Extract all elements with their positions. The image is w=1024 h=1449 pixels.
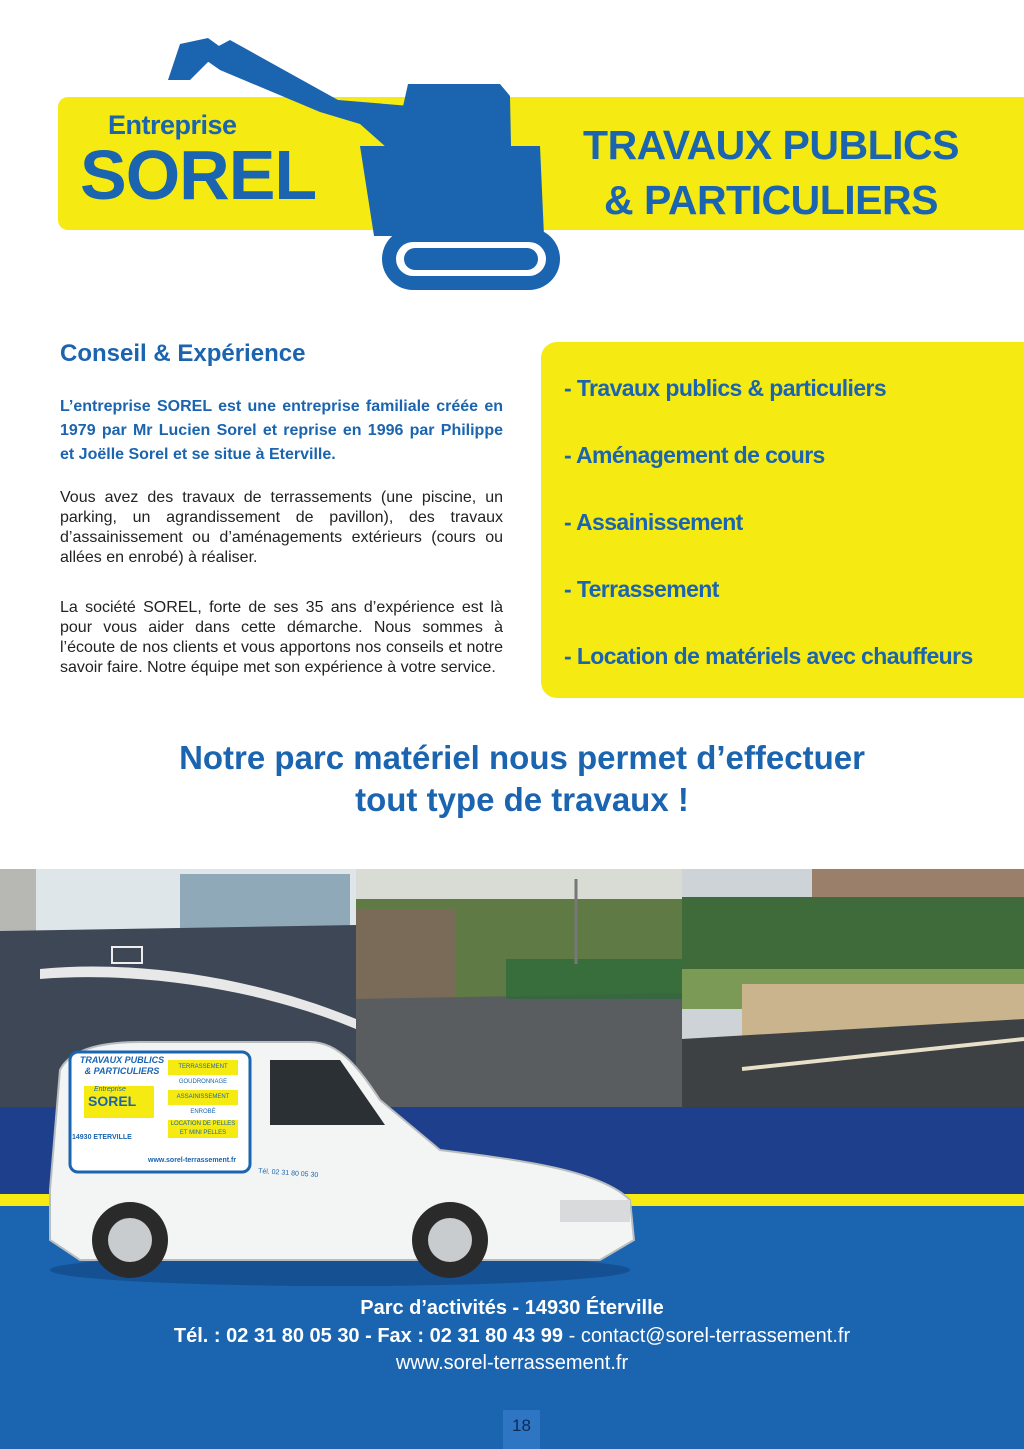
van-title-line-2: & PARTICULIERS <box>84 1066 160 1076</box>
footer-contact-line <box>0 1325 1024 1348</box>
footer-tel: Tél. : 02 31 80 05 30 <box>173 1325 360 1347</box>
van-town: 14930 ETERVILLE <box>72 1134 132 1141</box>
footer-email-link[interactable]: contact@sorel-terrassement.fr <box>580 1325 851 1347</box>
service-item: - Location de matériels avec chauffeurs <box>564 643 973 669</box>
van-service: ASSAINISSEMENT <box>168 1090 238 1105</box>
van-tel: Tél. 02 31 80 05 30 <box>257 1167 319 1180</box>
header-tagline <box>556 118 986 228</box>
experience-paragraph: La société SOREL, forte de ses 35 ans d’expérience est là pour vous aider dans cette démarche. Nous sommes à l’écoute de nos clients et vous apportons nos conseils et notre savoir faire. Notre équipe met son expérience à votre service. <box>60 599 503 676</box>
section-title: Conseil & Expérience <box>60 340 306 367</box>
photo-stone-wall <box>682 869 1024 1107</box>
footer-separator: - <box>359 1325 378 1347</box>
van-service: LOCATION DE PELLES ET MINI PELLES <box>168 1120 238 1138</box>
van-brand: SOREL <box>88 1093 137 1109</box>
van-panel-logo <box>84 1086 154 1118</box>
van-service: TERRASSEMENT <box>168 1060 238 1075</box>
page-number: 18 <box>503 1410 540 1449</box>
intro-paragraph: L’entreprise SOREL est une entreprise familiale créée en 1979 par Mr Lucien Sorel et reprise en 1996 par Philippe et Joëlle Sorel et se situe à Eterville. <box>60 398 503 463</box>
van-title-line-1: TRAVAUX PUBLICS <box>79 1055 165 1065</box>
tagline-line-2: & PARTICULIERS <box>604 177 938 223</box>
van-service: GOUDRONNAGE <box>178 1079 228 1085</box>
footer-separator: - <box>563 1325 581 1347</box>
service-item: - Assainissement <box>564 509 743 535</box>
footer-address: Parc d’activités - 14930 Éterville <box>360 1297 664 1319</box>
service-item: - Terrassement <box>564 576 719 602</box>
headline-line-1: Notre parc matériel nous permet d’effectuer <box>179 739 865 776</box>
footer-website-link[interactable]: www.sorel-terrassement.fr <box>395 1352 629 1374</box>
van-url: www.sorel-terrassement.fr <box>148 1157 237 1164</box>
brand-name: SOREL <box>80 136 317 214</box>
van-brand-small: Entreprise <box>94 1086 126 1093</box>
excavator-logo <box>160 36 570 292</box>
footer-fax: Fax : 02 31 80 43 99 <box>377 1325 564 1347</box>
service-item: - Aménagement de cours <box>564 442 825 468</box>
van-panel-title <box>72 1055 172 1077</box>
service-item: - Travaux publics & particuliers <box>564 375 887 401</box>
headline-line-2: tout type de travaux ! <box>355 781 689 818</box>
brand-subtitle: Entreprise <box>108 110 237 140</box>
tagline-line-1: TRAVAUX PUBLICS <box>583 122 959 168</box>
headline <box>80 737 964 821</box>
van-service: ENROBÉ <box>190 1109 216 1115</box>
van-service-list <box>168 1060 238 1138</box>
works-paragraph: Vous avez des travaux de terrassements (une piscine, un parking, un agrandissement de pavillon), des travaux d’assainissement ou d’aménagements extérieurs (cours ou allées en enrobé) à réaliser. <box>60 489 503 566</box>
